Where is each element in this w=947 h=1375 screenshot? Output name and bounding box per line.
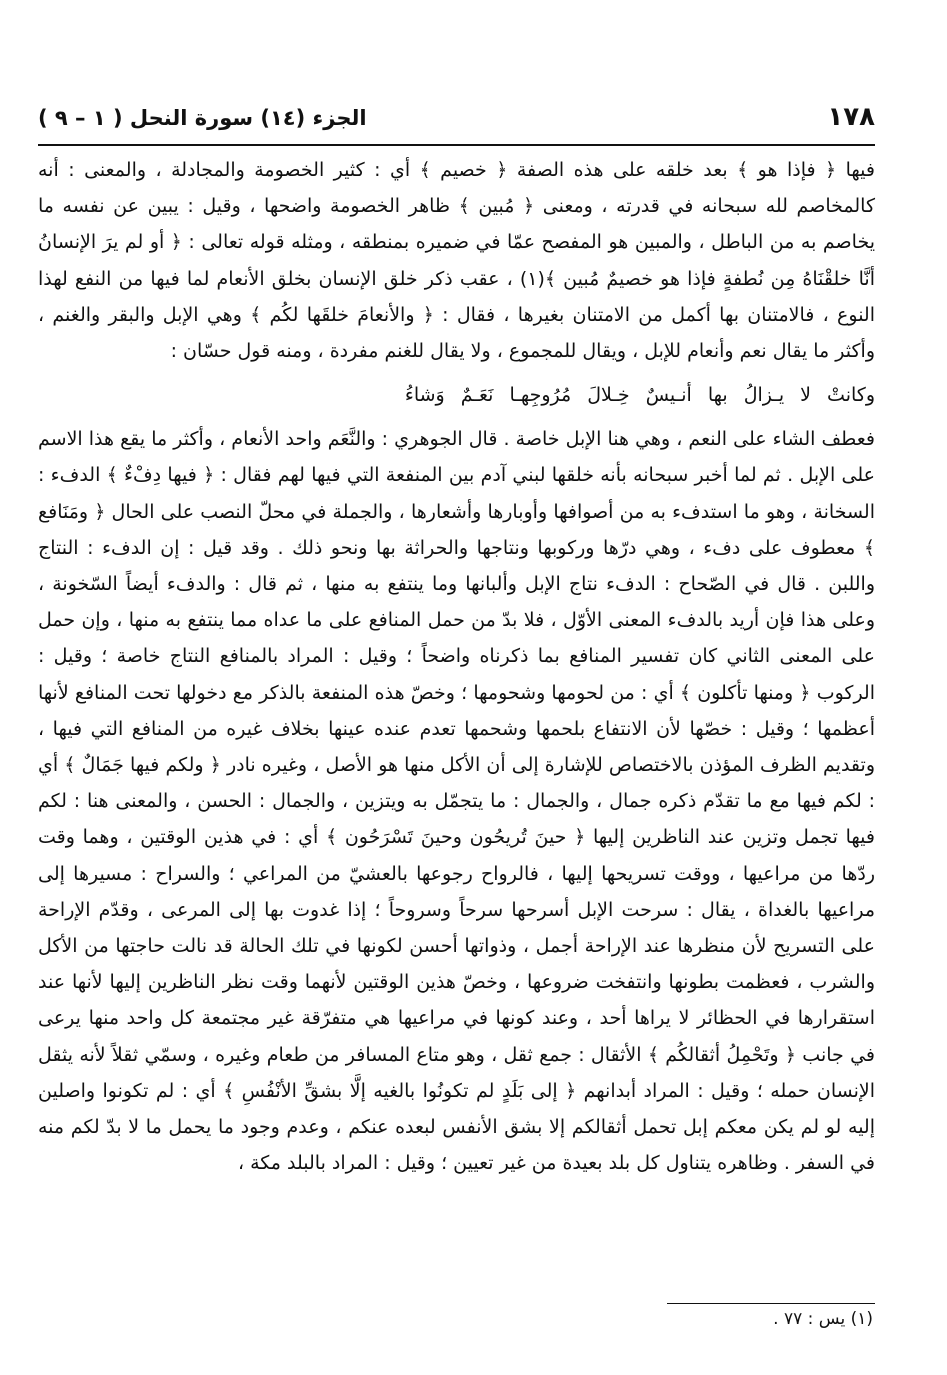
body-text (38, 152, 875, 1181)
running-title: الجزء (١٤) سورة النحل ( ١ – ٩ ) (38, 106, 367, 130)
poetry-verse: وكانتْ لا يـزالُ بها أنـيسٌ خِـلالَ مُرُوجِهـا نَعَـمٌ وَشاءُ (404, 384, 875, 407)
paragraph-2: فعطف الشاء على النعم ، وهي هنا الإبل خاصة . قال الجوهري : والنَّعَم واحد الأنعام ، وأكثر ما يقع هذا الاسم على الإبل . ثم لما أخبر سبحانه بأنه خلقها لبني آدم بين المنفعة التي فيها لهم فقال : ﴿ فيها دِفْءٌ ﴾ الدفء : السخانة ، وهو ما استدفء به من أصوافها وأوبارها وأشعارها ، والجملة في محلّ النصب على الحال ﴿ ومَنَافع ﴾ معطوف على دفء ، وهي درّها وركوبها ونتاجها والحراثة بها ونحو ذلك . وقد قيل : إن الدفء : النتاج واللبن . قال في الصّحاح : الدفء نتاج الإبل وألبانها وما ينتفع به منها ، ثم قال : والدفء أيضاً السّخونة ، وعلى هذا فإن أريد بالدفء المعنى الأوّل ، فلا بدّ من حمل المنافع على ما عداه مما ينتفع به منها ، وإن حمل على المعنى الثاني كان تفسير المنافع بما ذكرناه واضحاً ؛ وقيل : المراد بالمنافع النتاج خاصة ؛ وقيل : الركوب ﴿ ومنها تأكلون ﴾ أي : من لحومها وشحومها ؛ وخصّ هذه المنفعة بالذكر مع دخولها تحت المنافع لأنها أعظمها ؛ وقيل : خصّها لأن الانتفاع بلحمها وشحمها تعدم عنده عينها بخلاف غيره من المنافع التي فيها ، وتقديم الظرف المؤذن بالاختصاص للإشارة إلى أن الأكل منها هو الأصل ، وغيره نادر ﴿ ولكم فيها جَمَالٌ ﴾ أي : لكم فيها مع ما تقدّم ذكره جمال ، والجمال : ما يتجمّل به ويتزين ، والجمال : الحسن ، والمعنى هنا : لكم فيها تجمل وتزين عند الناظرين إليها ﴿ حينَ تُريحُون وحينَ تَسْرَحُون ﴾ أي : في هذين الوقتين ، وهما وقت ردّها من مراعيها ، ووقت تسريحها إليها ، فالرواح رجوعها بالعشيّ من المراعي ؛ والسراح : مسيرها إلى مراعيها بالغداة ، يقال : سرحت الإبل أسرحها سرحاً وسروحاً ؛ إذا غدوت بها إلى المرعى ، وقدّم الإراحة على التسريح لأن منظرها عند الإراحة أجمل ، وذواتها أحسن لكونها في تلك الحالة قد نالت حاجتها من الأكل والشرب ، فعظمت بطونها وانتفخت ضروعها ، وخصّ هذين الوقتين لأنهما وقت نظر الناظرين إليها لأنها عند استقرارها في الحظائر لا يراها أحد ، وعند كونها في مراعيها هي متفرّقة غير مجتمعة كل واحد منها يرعى في جانب ﴿ وتَحْمِلُ أثقالكُم ﴾ الأثقال : جمع ثقل ، وهو متاع المسافر من طعام وغيره ، وسمّي ثقلاً لأنه يثقل الإنسان حمله ؛ وقيل : المراد أبدانهم ﴿ إلى بَلَدٍ لم تكونُوا بالغيه إلَّا بشقِّ الأنْفُسِ ﴾ أي : لم تكونوا واصلين إليه لو لم يكن معكم إبل تحمل أثقالكم إلا بشق الأنفس لبعده عنكم ، وعدم وجود ما يحمل ما لا بدّ لكم منه في السفر . وظاهره يتناول كل بلد بعيدة من غير تعيين ؛ وقيل : المراد بالبلد مكة ، (38, 428, 875, 1175)
page-number: ١٧٨ (827, 102, 875, 132)
paragraph-1: فيها ﴿ فإذا هو ﴾ بعد خلقه على هذه الصفة ﴿ خصيم ﴾ أي : كثير الخصومة والمجادلة ، والمعنى : أنه كالمخاصم لله سبحانه في قدرته ، ومعنى ﴿ مُبين ﴾ ظاهر الخصومة واضحها ، وقيل : يبين عن نفسه ما يخاصم به من الباطل ، والمبين هو المفصح عمّا في ضميره بمنطقه ، ومثله قوله تعالى : ﴿ أو لم يرَ الإنسانُ أنَّا خلقْنَاهُ مِن نُطفةٍ فإذا هو خصيمٌ مُبين ﴾(١) ، عقب ذكر خلق الإنسان بخلق الأنعام لما فيها من النفع لهذا النوع ، فالامتنان بها أكمل من الامتنان بغيرها ، فقال : ﴿ والأنعامَ خلقَها لكُم ﴾ وهي الإبل والبقر والغنم ، وأكثر ما يقال نعم وأنعام للإبل ، ويقال للمجموع ، ولا يقال للغنم مفردة ، ومنه قول حسّان : (38, 159, 875, 363)
header-divider (38, 144, 875, 146)
footnote: (١) يس : ٧٧ . (773, 1309, 873, 1329)
page-header (38, 100, 875, 144)
footnote-divider (667, 1303, 875, 1304)
